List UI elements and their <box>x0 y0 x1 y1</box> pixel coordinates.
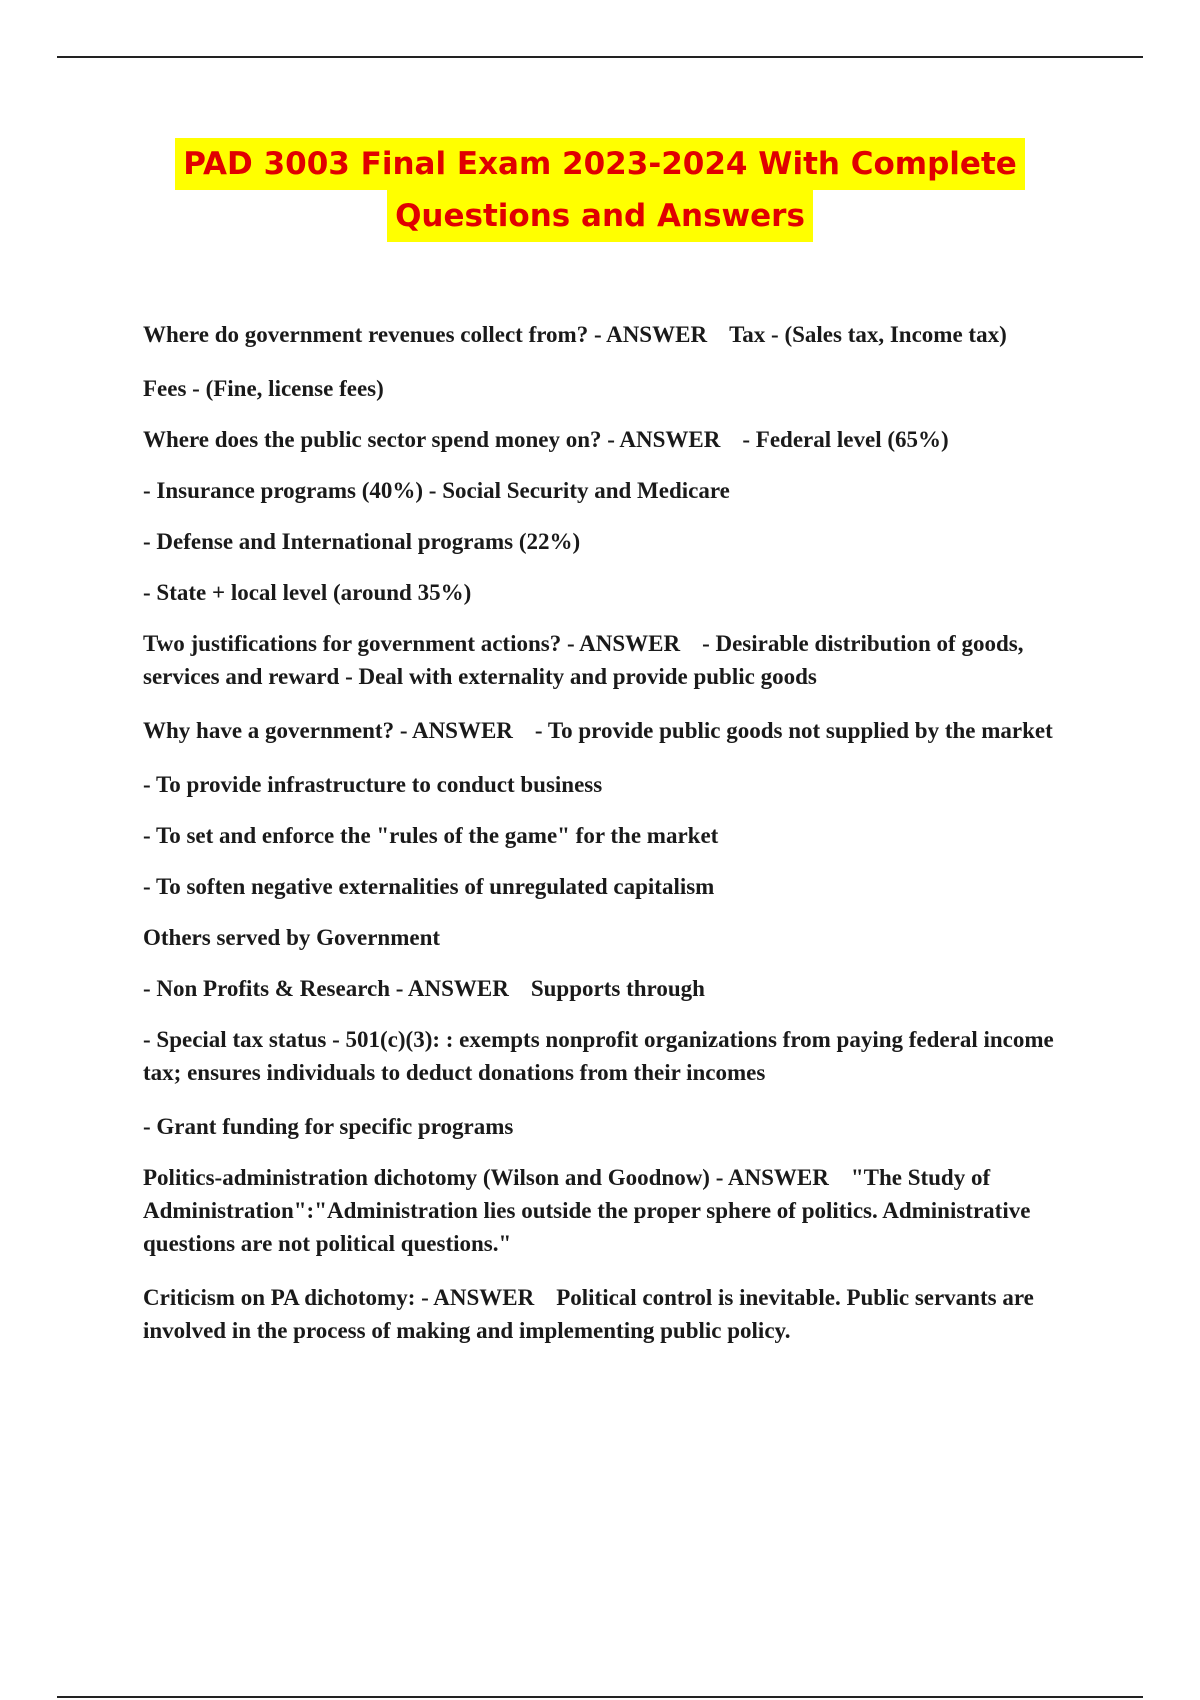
answer-text: Supports through <box>530 976 705 1001</box>
qa-item <box>143 474 1093 507</box>
qa-item <box>143 714 1093 747</box>
qa-item <box>143 318 1093 351</box>
qa-item <box>143 627 1093 693</box>
question-text: - Non Profits & Research - ANSWER <box>143 976 509 1001</box>
section-heading: Others served by Government <box>143 925 441 950</box>
answer-text: - Desirable distribution of goods, services and reward - Deal with externality and provide public goods <box>143 631 1024 689</box>
answer-text: - To soften negative externalities of unregulated capitalism <box>143 874 715 899</box>
qa-item <box>143 525 1093 558</box>
qa-item <box>143 576 1093 609</box>
qa-item <box>143 1110 1093 1143</box>
qa-item <box>143 1023 1093 1089</box>
title-line-1: PAD 3003 Final Exam 2023-2024 With Complete <box>175 138 1025 190</box>
bottom-rule <box>57 1696 1143 1698</box>
answer-text: - To provide infrastructure to conduct business <box>143 772 603 797</box>
qa-item <box>143 921 1093 954</box>
document-title <box>0 138 1200 242</box>
qa-content <box>143 318 1093 1368</box>
qa-item <box>143 1281 1093 1347</box>
answer-text: - Defense and International programs (22%) <box>143 529 581 554</box>
answer-text: "The Study of Administration":"Administration lies outside the proper sphere of politics. Administrative questions are not political questions." <box>143 1165 1031 1256</box>
title-line-2: Questions and Answers <box>387 190 813 242</box>
answer-text: - Insurance programs (40%) - Social Security and Medicare <box>143 478 730 503</box>
qa-item <box>143 768 1093 801</box>
answer-text: - To set and enforce the "rules of the game" for the market <box>143 823 719 848</box>
answer-text: - To provide public goods not supplied by the market <box>534 718 1053 743</box>
answer-text: - State + local level (around 35%) <box>143 580 472 605</box>
answer-text: - Special tax status - 501(c)(3): : exempts nonprofit organizations from paying federal income tax; ensures individuals to deduct donations from their incomes <box>143 1027 1054 1085</box>
answer-text: Political control is inevitable. Public servants are involved in the process of making and implementing public policy. <box>143 1285 1034 1343</box>
qa-item <box>143 972 1093 1005</box>
qa-item <box>143 1161 1093 1260</box>
question-text: Where does the public sector spend money on? - ANSWER <box>143 427 721 452</box>
answer-text: - Grant funding for specific programs <box>143 1114 514 1139</box>
qa-item <box>143 819 1093 852</box>
answer-text: Fees - (Fine, license fees) <box>143 376 384 401</box>
question-text: Politics-administration dichotomy (Wilson and Goodnow) - ANSWER <box>143 1165 829 1190</box>
question-text: Why have a government? - ANSWER <box>143 718 513 743</box>
qa-item <box>143 870 1093 903</box>
answer-text: - Federal level (65%) <box>742 427 949 452</box>
question-text: Two justifications for government actions? - ANSWER <box>143 631 681 656</box>
question-text: Criticism on PA dichotomy: - ANSWER <box>143 1285 535 1310</box>
qa-item <box>143 423 1093 456</box>
question-text: Where do government revenues collect from? - ANSWER <box>143 322 708 347</box>
qa-item <box>143 372 1093 405</box>
top-rule <box>57 56 1143 58</box>
answer-text: Tax - (Sales tax, Income tax) <box>729 322 1007 347</box>
